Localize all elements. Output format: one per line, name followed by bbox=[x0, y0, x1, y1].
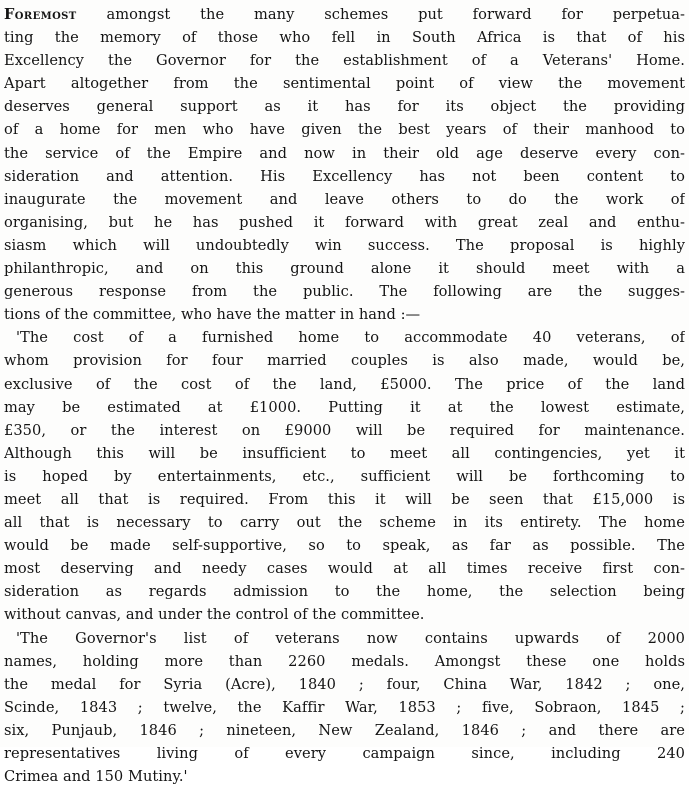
text-line: all that is necessary to carry out the scheme in its entirety. The home bbox=[4, 514, 685, 532]
text-line: Although this will be insufficient to meet all contingencies, yet it bbox=[4, 444, 685, 462]
text-line: siasm which will undoubtedly win success. The proposal is highly bbox=[4, 236, 685, 254]
text-line: would be made self-supportive, so to speak, as far as possible. The bbox=[4, 537, 685, 555]
text-line: names, holding more than 2260 medals. Amongst these one holds bbox=[4, 652, 685, 670]
text-line: tions of the committee, who have the matter in hand :— bbox=[4, 306, 421, 324]
text-line: Crimea and 150 Mutiny.' bbox=[4, 768, 188, 786]
text-line: the service of the Empire and now in their old age deserve every con- bbox=[4, 144, 685, 162]
text-line: the medal for Syria (Acre), 1840 ; four, China War, 1842 ; one, bbox=[4, 675, 685, 693]
text-line: of a home for men who have given the best years of their manhood to bbox=[4, 121, 685, 139]
line-text: amongst the many schemes put forward for perpetua- bbox=[106, 6, 685, 23]
text-line: £350, or the interest on £9000 will be required for maintenance. bbox=[4, 421, 685, 439]
text-line: sideration as regards admission to the home, the selection being bbox=[4, 583, 685, 601]
text-line: Scinde, 1843 ; twelve, the Kaffir War, 1853 ; five, Sobraon, 1845 ; bbox=[4, 698, 685, 716]
text-line: most deserving and needy cases would at all times receive first con- bbox=[4, 560, 685, 578]
text-line: inaugurate the movement and leave others to do the work of bbox=[4, 190, 685, 208]
text-line bbox=[4, 3, 685, 26]
text-line: philanthropic, and on this ground alone it should meet with a bbox=[4, 260, 685, 278]
text-line: exclusive of the cost of the land, £5000. The price of the land bbox=[4, 375, 685, 393]
text-line: sideration and attention. His Excellency has not been content to bbox=[4, 167, 685, 185]
text-line: is hoped by entertainments, etc., sufficient will be forthcoming to bbox=[4, 467, 685, 485]
text-line: Excellency the Governor for the establishment of a Veterans' Home. bbox=[4, 52, 685, 70]
text-line: six, Punjaub, 1846 ; nineteen, New Zealand, 1846 ; and there are bbox=[4, 721, 685, 739]
paragraph-veterans-home bbox=[4, 3, 685, 326]
text-line: deserves general support as it has for its object the providing bbox=[4, 98, 685, 116]
lead-word: Foremost bbox=[4, 6, 77, 23]
text-line: 'The cost of a furnished home to accommodate 40 veterans, of bbox=[16, 329, 685, 347]
text-line: meet all that is required. From this it will be seen that £15,000 is bbox=[4, 490, 685, 508]
paragraph-veterans-list bbox=[4, 627, 685, 788]
text-line: without canvas, and under the control of the committee. bbox=[4, 606, 425, 624]
paragraph-cost-estimate bbox=[4, 326, 685, 626]
text-line: organising, but he has pushed it forward with great zeal and enthu- bbox=[4, 213, 685, 231]
text-line: may be estimated at £1000. Putting it at the lowest estimate, bbox=[4, 398, 685, 416]
text-line: whom provision for four married couples is also made, would be, bbox=[4, 352, 685, 370]
text-line: ting the memory of those who fell in South Africa is that of his bbox=[4, 29, 685, 47]
text-line: representatives living of every campaign since, including 240 bbox=[4, 745, 685, 762]
text-line: 'The Governor's list of veterans now contains upwards of 2000 bbox=[16, 629, 685, 647]
text-line: generous response from the public. The following are the sugges- bbox=[4, 283, 685, 301]
text-line: Apart altogether from the sentimental point of view the movement bbox=[4, 75, 685, 93]
